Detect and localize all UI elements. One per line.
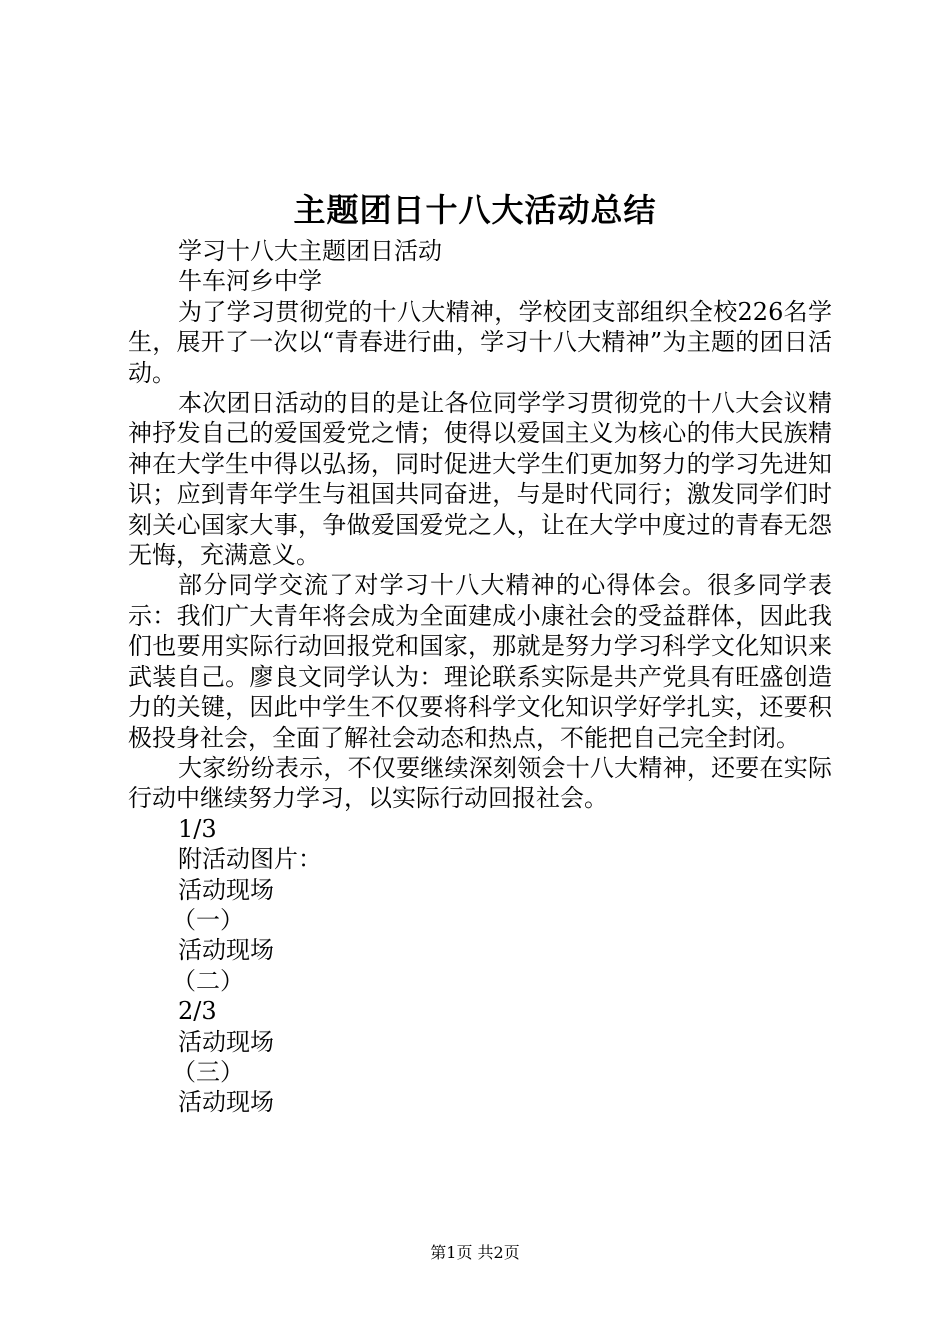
attachment-heading-line: 附活动图片： (178, 845, 322, 874)
paragraph: 本次团日活动的目的是让各位同学学习贯彻党的十八大会议精神抒发自己的爱国爱党之情；使得以爱国主义为核心的伟大民族精神在大学生中得以弘扬，同时促进大学生们更加努力的学习先进知识；应到青年学生与祖国共同奋进，与是时代同行；激发同学们时刻关心国家大事，争做爱国爱党之人，让在大学中度过的青春无怨无悔，充满意义。 (128, 389, 832, 570)
paragraph: 部分同学交流了对学习十八大精神的心得体会。很多同学表示：我们广大青年将会成为全面建成小康社会的受益群体，因此我们也要用实际行动回报党和国家，那就是努力学习科学文化知识来武装自己。廖良文同学认为：理论联系实际是共产党具有旺盛创造力的关键，因此中学生不仅要将科学文化知识学好学扎实，还要积极投身社会，全面了解社会动态和热点，不能把自己完全封闭。 (128, 571, 832, 752)
photo-number-line: （三） (172, 1057, 244, 1086)
subtitle-line: 学习十八大主题团日活动 (178, 237, 442, 265)
photo-number-line: （一） (172, 905, 244, 934)
paragraph: 大家纷纷表示，不仅要继续深刻领会十八大精神，还要在实际行动中继续努力学习，以实际行动回报社会。 (128, 753, 832, 813)
paragraph: 为了学习贯彻党的十八大精神，学校团支部组织全校226名学生，展开了一次以“青春进行曲，学习十八大精神”为主题的团日活动。 (128, 297, 832, 387)
photo-caption-line: 活动现场 (178, 875, 274, 904)
document-body (128, 236, 832, 1118)
page-footer: 第1页 共2页 (430, 1243, 520, 1262)
page-marker-line: 1/3 (178, 814, 217, 843)
page-marker-line: 2/3 (178, 997, 217, 1026)
photo-caption-line: 活动现场 (178, 1027, 274, 1056)
school-name-line: 牛车河乡中学 (178, 267, 322, 296)
photo-caption-line: 活动现场 (178, 1088, 274, 1117)
document-title: 主题团日十八大活动总结 (293, 191, 657, 229)
photo-number-line: （二） (172, 966, 244, 995)
photo-caption-line: 活动现场 (178, 936, 274, 965)
